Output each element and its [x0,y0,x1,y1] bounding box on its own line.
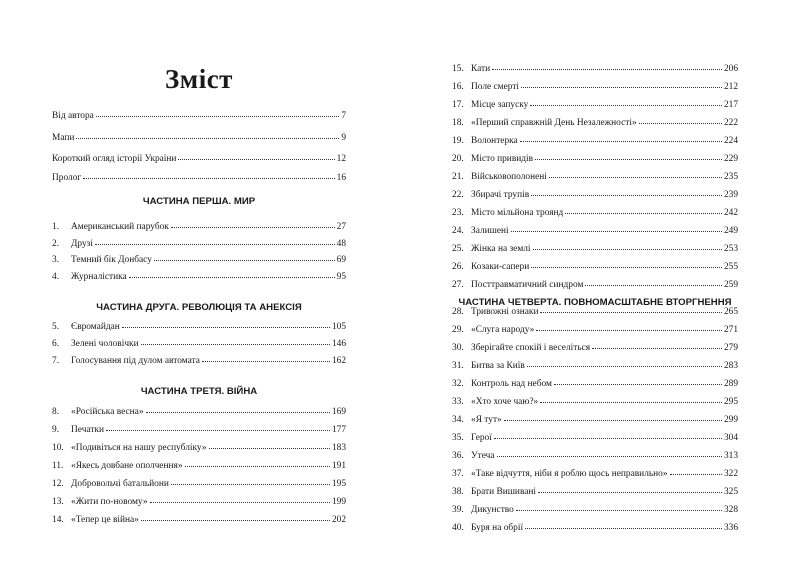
entry-page: 195 [331,479,346,489]
entry-title: Контроль над небом [471,379,552,389]
entry-page: 265 [723,307,738,317]
toc-entry [452,80,738,94]
leader-dots [585,285,722,286]
chapter-number: 7. [52,356,60,366]
leader-dots [540,402,722,403]
toc-entry [452,323,738,337]
leader-dots [536,330,722,331]
leader-dots [171,484,330,485]
leader-dots [540,312,721,313]
toc-entry [452,395,738,409]
toc-entry [452,521,738,535]
toc-entry [52,477,346,491]
toc-entry [452,242,738,256]
toc-entry [452,413,738,427]
entry-title: Місто мільйона троянд [471,208,564,218]
chapter-number: 22. [452,190,464,200]
leader-dots [530,105,722,106]
leader-dots [670,474,722,475]
chapter-number: 40. [452,523,464,533]
entry-title: Поле смерті [471,82,520,92]
entry-title: Друзі [71,239,93,249]
entry-page: 95 [336,272,346,282]
entry-title: Залишені [471,226,509,236]
entry-title: Темний бік Донбасу [71,255,152,265]
entry-title: Дикунство [471,505,514,515]
entry-page: 242 [723,208,738,218]
chapter-number: 37. [452,469,464,479]
entry-page: 239 [723,190,738,200]
leader-dots [178,159,334,160]
leader-dots [511,231,722,232]
entry-page: 199 [331,497,346,507]
part-heading: ЧАСТИНА ПЕРША. МИР [142,196,256,207]
entry-title: Американський парубок [71,222,169,232]
entry-page: 253 [723,244,738,254]
entry-title: Військовополонені [471,172,547,182]
toc-entry [452,206,738,220]
entry-title: «Якесь довбане ополчення» [71,461,183,471]
chapter-number: 24. [452,226,464,236]
entry-page: 183 [331,443,346,453]
chapter-number: 16. [452,82,464,92]
entry-page: 224 [723,136,738,146]
page-title: Зміст [165,64,233,94]
entry-title: Зберігайте спокій і веселіться [471,343,591,353]
entry-title: Збирачі трупів [471,190,530,200]
entry-title: «Я тут» [471,415,502,425]
entry-page: 235 [723,172,738,182]
entry-title: Місто привидів [471,154,534,164]
chapter-number: 4. [52,272,60,282]
entry-title: «Слуга народу» [471,325,535,335]
entry-page: 177 [331,425,346,435]
entry-title: Волонтерка [471,136,518,146]
toc-entry [452,503,738,517]
entry-title: Жінка на землі [471,244,531,254]
entry-page: 16 [336,173,346,183]
leader-dots [106,430,330,431]
toc-entry [452,359,738,373]
chapter-number: 33. [452,397,464,407]
entry-page: 279 [723,343,738,353]
chapter-number: 36. [452,451,464,461]
entry-title: «Хто хоче чаю?» [471,397,539,407]
toc-entry [52,337,346,351]
entry-title: Пролог [52,173,82,183]
leader-dots [150,502,330,503]
toc-entry [452,224,738,238]
leader-dots [95,244,335,245]
chapter-number: 3. [52,255,60,265]
toc-entry [452,485,738,499]
toc-entry [52,423,346,437]
leader-dots [504,420,722,421]
toc-entry [52,354,346,368]
leader-dots [554,384,722,385]
entry-title: Євромайдан [71,322,120,332]
leader-dots [533,249,722,250]
entry-title: Козаки-сапери [471,262,530,272]
entry-page: 336 [723,523,738,533]
leader-dots [154,260,335,261]
entry-page: 217 [723,100,738,110]
toc-entry [52,253,346,267]
chapter-number: 15. [452,64,464,74]
chapter-number: 19. [452,136,464,146]
entry-title: «Жити по-новому» [71,497,148,507]
toc-entry [452,188,738,202]
entry-page: 313 [723,451,738,461]
entry-page: 259 [723,280,738,290]
entry-title: Журналістика [71,272,127,282]
leader-dots [525,528,722,529]
entry-title: «Тепер це війна» [71,515,139,525]
toc-entry [52,459,346,473]
chapter-number: 14. [52,515,64,525]
toc-entry [452,134,738,148]
chapter-number: 12. [52,479,64,489]
entry-page: 222 [723,118,738,128]
entry-page: 69 [336,255,346,265]
toc-entry [452,467,738,481]
entry-page: 322 [723,469,738,479]
chapter-number: 34. [452,415,464,425]
entry-title: «Таке відчуття, ніби я роблю щось неправильно» [471,469,668,479]
chapter-number: 29. [452,325,464,335]
leader-dots [83,178,334,179]
toc-entry [452,377,738,391]
leader-dots [202,361,330,362]
chapter-number: 28. [452,307,464,317]
entry-title: Місце запуску [471,100,529,110]
entry-title: Битва за Київ [471,361,525,371]
entry-page: 191 [331,461,346,471]
toc-entry [452,62,738,76]
entry-title: Буря на обрії [471,523,524,533]
chapter-number: 5. [52,322,60,332]
entry-title: Добровольчі батальйони [71,479,169,489]
toc-entry [452,98,738,112]
entry-page: 206 [723,64,738,74]
leader-dots [129,277,335,278]
entry-page: 304 [723,433,738,443]
leader-dots [535,159,722,160]
leader-dots [520,141,722,142]
entry-page: 289 [723,379,738,389]
toc-entry [452,341,738,355]
chapter-number: 20. [452,154,464,164]
entry-page: 283 [723,361,738,371]
entry-page: 48 [336,239,346,249]
chapter-number: 1. [52,222,60,232]
toc-entry [452,305,738,319]
leader-dots [141,344,330,345]
entry-title: Брати Вишивані [471,487,537,497]
entry-page: 12 [336,154,346,164]
leader-dots [527,366,722,367]
leader-dots [76,138,339,139]
leader-dots [497,456,722,457]
entry-title: Печатки [71,425,104,435]
entry-page: 328 [723,505,738,515]
leader-dots [531,267,722,268]
entry-page: 299 [723,415,738,425]
chapter-number: 39. [452,505,464,515]
entry-page: 105 [331,322,346,332]
chapter-number: 2. [52,239,60,249]
leader-dots [521,87,722,88]
entry-title: Утеча [471,451,495,461]
entry-title: «Подивіться на нашу республіку» [71,443,207,453]
chapter-number: 10. [52,443,64,453]
entry-page: 271 [723,325,738,335]
chapter-number: 31. [452,361,464,371]
chapter-number: 17. [452,100,464,110]
part-heading: ЧАСТИНА ДРУГА. РЕВОЛЮЦІЯ ТА АНЕКСІЯ [96,302,302,313]
leader-dots [592,348,722,349]
entry-title: Мапи [52,133,75,143]
toc-entry [52,220,346,234]
leader-dots [185,466,330,467]
leader-dots [494,438,722,439]
toc-entry [452,260,738,274]
toc-entry [452,449,738,463]
chapter-number: 23. [452,208,464,218]
chapter-number: 21. [452,172,464,182]
entry-page: 146 [331,339,346,349]
entry-title: Зелені чоловічки [71,339,139,349]
leader-dots [538,492,722,493]
chapter-number: 30. [452,343,464,353]
leader-dots [516,510,722,511]
leader-dots [639,123,722,124]
chapter-number: 26. [452,262,464,272]
chapter-number: 35. [452,433,464,443]
toc-entry [52,152,346,166]
chapter-number: 27. [452,280,464,290]
leader-dots [141,520,330,521]
chapter-number: 8. [52,407,60,417]
leader-dots [146,412,330,413]
toc-entry [52,171,346,185]
leader-dots [549,177,722,178]
entry-page: 202 [331,515,346,525]
entry-title: Герої [471,433,492,443]
toc-entry [52,237,346,251]
toc-entry [452,431,738,445]
part-heading: ЧАСТИНА ЧЕТВЕРТА. ПОВНОМАСШТАБНЕ ВТОРГНЕННЯ [458,297,732,308]
leader-dots [531,195,722,196]
toc-entry [52,441,346,455]
toc-entry [52,513,346,527]
toc-entry [452,116,738,130]
chapter-number: 25. [452,244,464,254]
leader-dots [565,213,722,214]
entry-page: 162 [331,356,346,366]
entry-page: 169 [331,407,346,417]
entry-page: 9 [341,133,346,143]
toc-entry [52,405,346,419]
entry-title: Кати [471,64,491,74]
entry-page: 325 [723,487,738,497]
entry-title: Тривожні ознаки [471,307,539,317]
entry-page: 27 [336,222,346,232]
entry-page: 229 [723,154,738,164]
entry-title: Від автора [52,111,94,121]
entry-title: Посттравматичний синдром [471,280,584,290]
leader-dots [96,116,339,117]
entry-title: Голосування під дулом автомата [71,356,200,366]
chapter-number: 38. [452,487,464,497]
entry-page: 7 [341,111,346,121]
toc-entry [452,278,738,292]
toc-entry [52,131,346,145]
entry-page: 212 [723,82,738,92]
entry-title: «Російська весна» [71,407,144,417]
part-heading: ЧАСТИНА ТРЕТЯ. ВІЙНА [140,386,258,397]
entry-page: 249 [723,226,738,236]
entry-page: 255 [723,262,738,272]
chapter-number: 32. [452,379,464,389]
chapter-number: 18. [452,118,464,128]
leader-dots [209,448,330,449]
entry-page: 295 [723,397,738,407]
leader-dots [171,227,335,228]
chapter-number: 9. [52,425,60,435]
entry-title: «Перший справжній День Незалежності» [471,118,637,128]
toc-entry [452,170,738,184]
toc-entry [52,109,346,123]
chapter-number: 6. [52,339,60,349]
toc-entry [52,495,346,509]
chapter-number: 11. [52,461,64,471]
toc-entry [452,152,738,166]
leader-dots [122,327,330,328]
toc-entry [52,270,346,284]
toc-entry [52,320,346,334]
chapter-number: 13. [52,497,64,507]
leader-dots [492,69,722,70]
entry-title: Короткий огляд історії України [52,154,177,164]
